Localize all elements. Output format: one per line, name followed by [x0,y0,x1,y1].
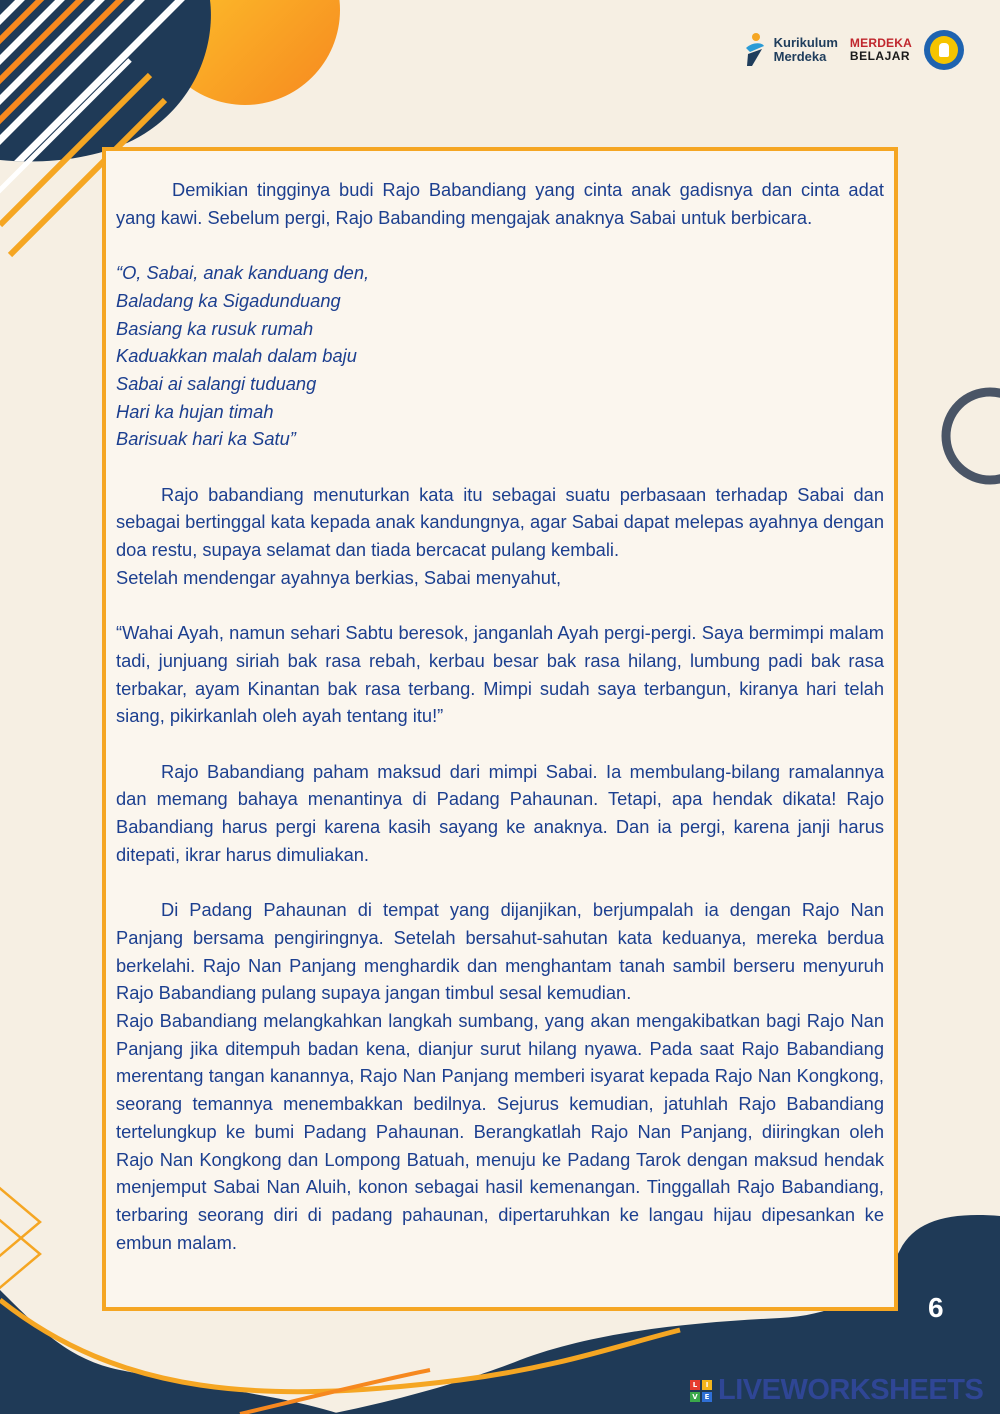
liveworksheets-logo-icon: L I V E [690,1380,712,1402]
paragraph-5: Di Padang Pahaunan di tempat yang dijanjikan, berjumpalah ia dengan Rajo Nan Panjang bersama pengiringnya. Setelah bersahut-sahutan kata keduanya, mereka berdua berkelahi. Rajo Nan Panjang menghardik dan menghantam tanah sambil berseru menyuruh Rajo Babandiang pulang supaya jangan timbul sesal kemudian. [116,899,884,1004]
paragraph-4: Rajo Babandiang paham maksud dari mimpi Sabai. Ia membulang-bilang ramalannya dan memang bahaya menantinya di Padang Pahaunan. Tetapi, apa hendak dikata! Rajo Babandiang harus pergi karena kasih sayang ke anaknya. Dan ia pergi, karena janji harus ditepati, ikrar harus dimuliakan. [116,760,884,865]
kurikulum-text: Kurikulum [773,35,838,50]
poem-line: Kaduakkan malah dalam baju [116,345,357,367]
merdeka-text: Merdeka [773,49,827,64]
poem-line: “O, Sabai, anak kanduang den, [116,262,370,284]
watermark-text: LIVEWORKSHEETS [718,1374,984,1406]
paragraph-2: Rajo babandiang menuturkan kata itu sebagai suatu perbasaan terhadap Sabai dan sebagai bertinggal kata kepada anak kandungnya, agar Sabai dapat melepas ayahnya dengan doa restu, supaya selamat dan tiada bercacat pulang kembali. [116,483,884,561]
header-logos [742,26,964,74]
paragraph-3-quote: “Wahai Ayah, namun sehari Sabtu beresok, janganlah Ayah pergi-pergi. Saya bermimpi malam tadi, junjuang siriah bak rasa rebah, kerbau besar bak rasa hilang, lumbung padi bak rasa terbakar, ayam Kinantan bak rasa terbang. Mimpi sudah saya terbangun, kiranya hari telah siang, pikirkanlah oleh ayah tentang itu!” [116,622,884,727]
poem-line: Basiang ka rusuk rumah [116,317,314,339]
gray-ring-shape [946,392,1000,480]
poem-line: Hari ka hujan timah [116,400,274,422]
paragraph-1: Demikian tingginya budi Rajo Babandiang yang cinta anak gadisnya dan cinta adat yang kawi. Sebelum pergi, Rajo Babanding mengajak anaknya Sabai untuk berbicara. [116,179,884,228]
merdeka-belajar-line1: MERDEKA [849,36,912,50]
poem-line: Sabai ai salangi tuduang [116,372,317,394]
tut-wuri-handayani-emblem-icon [924,30,964,70]
story-text-box [102,147,898,1311]
merdeka-belajar-logo [850,37,912,63]
paragraph-2-continuation: Setelah mendengar ayahnya berkias, Sabai menyahut, [116,566,562,588]
poem-block [116,259,884,453]
page-number: 6 [928,1292,944,1323]
paragraph-6: Rajo Babandiang melangkahkan langkah sumbang, yang akan mengakibatkan bagi Rajo Nan Panjang jika ditempuh badan kena, dianjur surut hilang nyawa. Pada saat Rajo Babandiang merentang tangan kanannya, Rajo Nan Panjang memberi isyarat kepada Rajo Nan Kongkong, seorang temannya menembakkan bedilnya. Sejurus kemudian, jatuhlah Rajo Babandiang tertelungkup ke bumi Padang Pahaunan. Berangkatlah Rajo Nan Panjang, diiringkan oleh Rajo Nan Kongkong dan Lompong Batuah, menuju ke Padang Tarok dengan maksud hendak menjemput Sabai Nan Aluih, konon sebagai hasil kemenangan. Tinggallah Rajo Babandiang, terbaring seorang diri di padang pahaunan, dipertaruhkan ke langau hijau dipesankan ke embun malam. [116,1010,884,1253]
poem-line: Barisuak hari ka Satu” [116,428,296,450]
poem-line: Baladang ka Sigadunduang [116,289,341,311]
kurikulum-merdeka-icon [742,32,768,68]
liveworksheets-watermark [690,1374,983,1407]
kurikulum-merdeka-logo [742,32,838,68]
merdeka-belajar-line2: BELAJAR [849,49,911,63]
